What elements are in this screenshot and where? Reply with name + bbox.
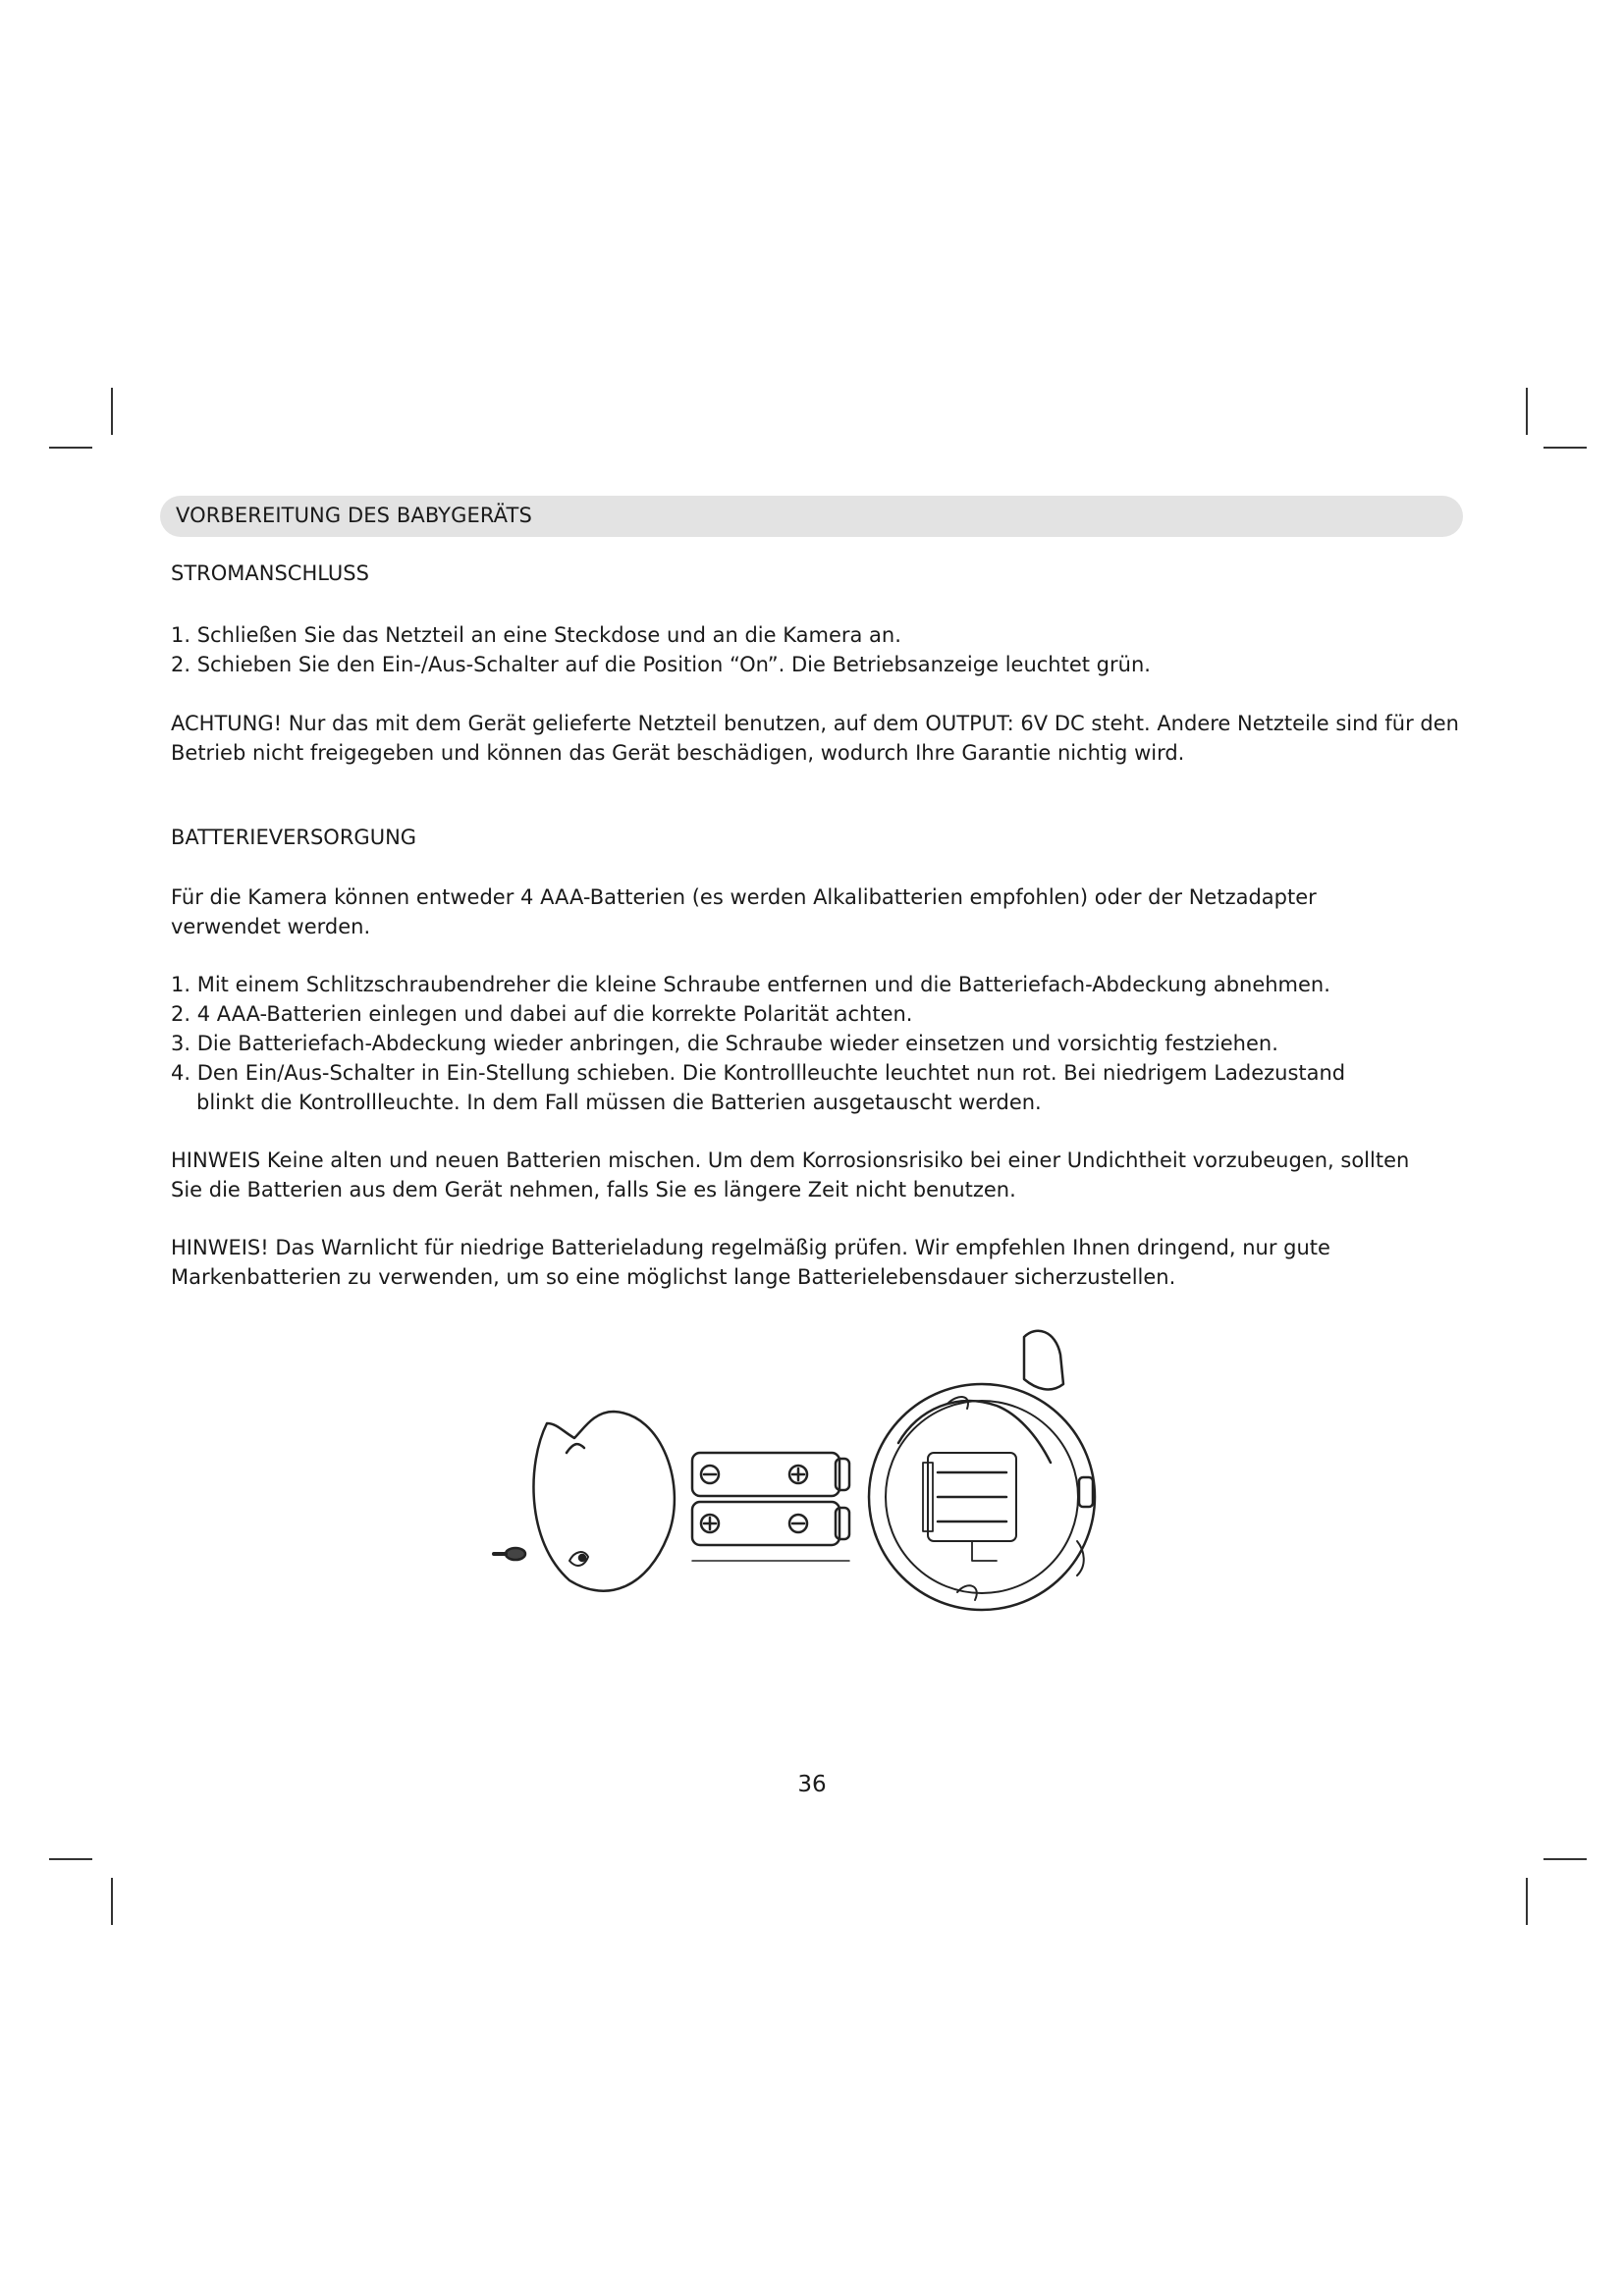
crop-mark-top-left-h [49,447,92,449]
batteries-icon [692,1453,849,1561]
section-title-bar [160,496,1463,537]
battery-cover-icon [533,1412,674,1591]
power-warning [171,709,1477,768]
battery-note-1-text: HINWEIS Keine alten und neuen Batterien mischen. Um dem Korrosionsrisiko bei einer Undichtheit vorzubeugen, sollten Sie die Batterien aus dem Gerät nehmen, falls Sie es längere Zeit nicht benutzen. [171,1148,1410,1201]
battery-note-1 [171,1146,1447,1204]
power-steps [171,620,1477,679]
battery-step-3: 3. Die Batteriefach-Abdeckung wieder anbringen, die Schraube wieder einsetzen und vorsichtig festziehen. [171,1032,1278,1055]
crop-mark-bottom-left-v [111,1878,113,1925]
section-title: VORBEREITUNG DES BABYGERÄTS [176,504,532,527]
crop-mark-top-left-v [111,388,113,435]
battery-intro-text: Für die Kamera können entweder 4 AAA-Batterien (es werden Alkalibatterien empfohlen) oder der Netzadapter verwendet werden. [171,885,1317,938]
battery-step-1: 1. Mit einem Schlitzschraubendreher die kleine Schraube entfernen und die Batteriefach-Abdeckung abnehmen. [171,973,1330,996]
page-number: 36 [797,1772,827,1797]
screw-icon [494,1548,525,1560]
power-step-2: 2. Schieben Sie den Ein-/Aus-Schalter auf die Position “On”. Die Betriebsanzeige leuchtet grün. [171,653,1151,676]
battery-step-2: 2. 4 AAA-Batterien einlegen und dabei auf die korrekte Polarität achten. [171,1002,913,1026]
crop-mark-top-right-h [1543,447,1587,449]
battery-note-2-text: HINWEIS! Das Warnlicht für niedrige Batterieladung regelmäßig prüfen. Wir empfehlen Ihnen dringend, nur gute Markenbatterien zu verwenden, um so eine möglichst lange Batterielebensdauer sicherzustellen. [171,1236,1330,1289]
power-heading: STROMANSCHLUSS [171,561,369,585]
battery-steps [171,970,1408,1117]
crop-mark-bottom-left-h [49,1858,92,1860]
battery-heading: BATTERIEVERSORGUNG [171,826,417,849]
camera-icon [869,1331,1095,1610]
power-warning-text: ACHTUNG! Nur das mit dem Gerät gelieferte Netzteil benutzen, auf dem OUTPUT: 6V DC steht. Andere Netzteile sind für den Betrieb nicht freigegeben und können das Gerät beschädigen, wodurch Ihre Garantie nichtig wird. [171,712,1459,765]
battery-installation-illustration [486,1315,1114,1629]
crop-mark-bottom-right-h [1543,1858,1587,1860]
power-step-1: 1. Schließen Sie das Netzteil an eine Steckdose und an die Kamera an. [171,623,901,647]
battery-note-2 [171,1233,1398,1292]
battery-intro [171,882,1428,941]
crop-mark-top-right-v [1526,388,1528,435]
battery-step-4: 4. Den Ein/Aus-Schalter in Ein-Stellung schieben. Die Kontrollleuchte leuchtet nun rot. Bei niedrigem Ladezustand blinkt die Kontrollleuchte. In dem Fall müssen die Batterien ausgetauscht werden. [171,1061,1346,1114]
crop-mark-bottom-right-v [1526,1878,1528,1925]
